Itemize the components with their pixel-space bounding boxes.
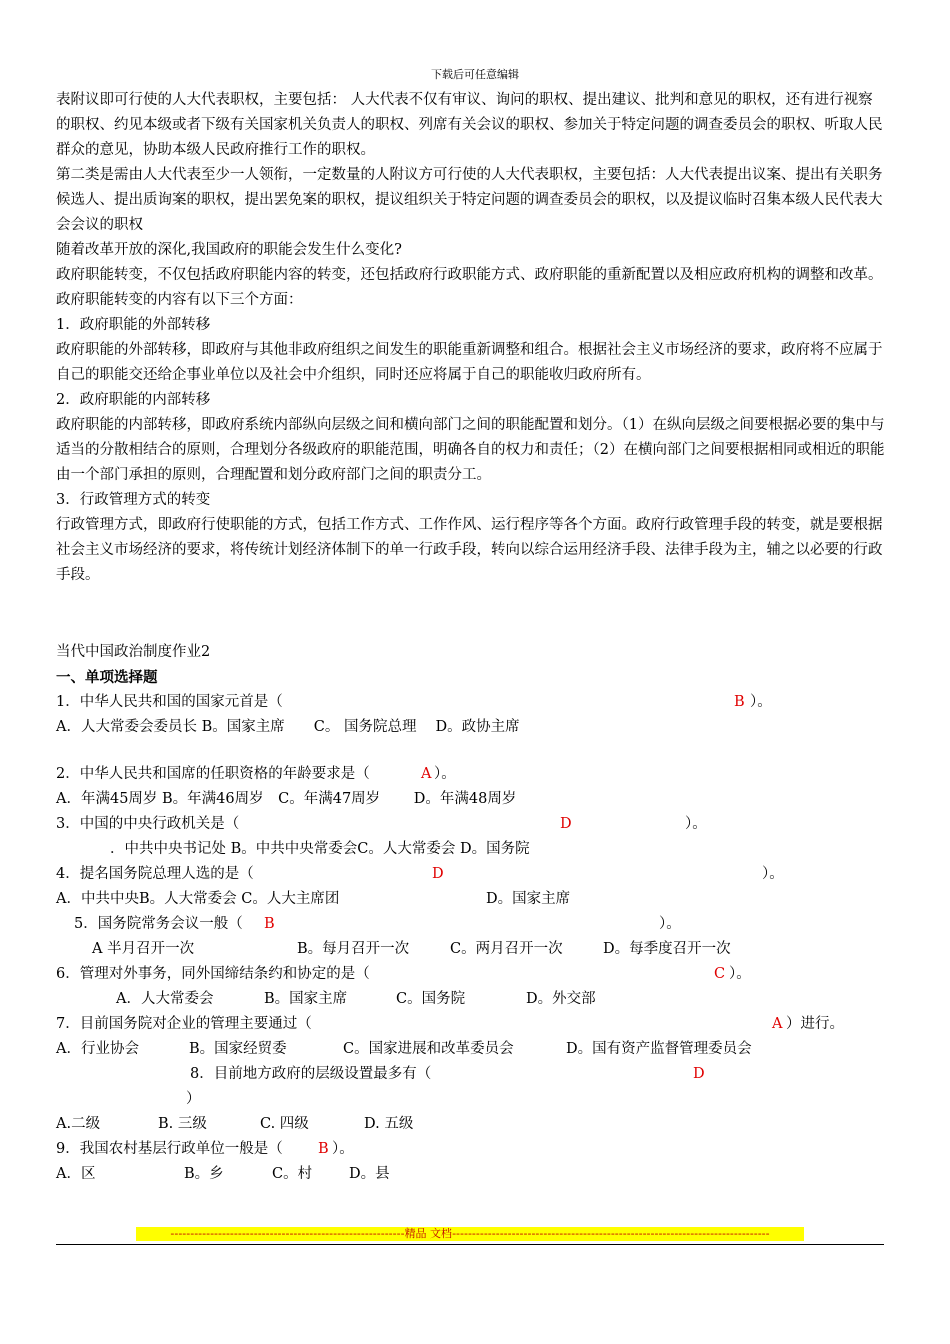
option-a: A.二级 <box>56 1116 101 1132</box>
question-stem: 9．我国农村基层行政单位一般是（ <box>56 1141 283 1157</box>
paragraph: 政府职能的内部转移，即政府系统内部纵向层级之间和横向部门之间的职能配置和划分。（1）在纵向层级之间要根据必要的集中与适当的分散相结合的原则，合理划分各级政府的职能范围，明确各自的权力和责任；（2）在横向部门之间要根据相同或相近的职能由一个部门承担的原则，合理配置和划分政府部门之间的职责分工。 <box>56 417 885 483</box>
answer-mark: D <box>560 816 572 832</box>
option-d: D。县 <box>349 1166 390 1182</box>
question-9 <box>56 1137 886 1162</box>
subheading: 1．政府职能的外部转移 <box>56 317 211 333</box>
question-7 <box>56 1012 886 1037</box>
question-5 <box>56 912 886 937</box>
question-close: ）。 <box>729 966 751 982</box>
subheading: 3．行政管理方式的转变 <box>56 492 211 508</box>
option-b: B。乡 <box>184 1166 224 1182</box>
option-c: C。国务院 <box>396 991 466 1007</box>
footer-rule <box>56 1244 884 1245</box>
question-stem: 1．中华人民共和国的国家元首是（ <box>56 694 283 710</box>
question-close: ）。 <box>434 766 456 782</box>
question-stem: 7．目前国务院对企业的管理主要通过（ <box>56 1016 312 1032</box>
option-d: D. 五级 <box>364 1116 414 1132</box>
question-7-options <box>56 1037 886 1062</box>
option-b: B。每月召开一次 <box>297 941 410 957</box>
answer-mark: A <box>421 766 432 782</box>
question-8 <box>56 1062 886 1087</box>
options-text: A．人大常委会委员长 B。国家主席 C。 国务院总理 D。政协主席 <box>56 719 520 735</box>
question-close: ）。 <box>750 694 772 710</box>
question-heading: 随着改革开放的深化,我国政府的职能会发生什么变化? <box>56 242 402 258</box>
option-a: A．行业协会 <box>56 1041 139 1057</box>
option-d: D。外交部 <box>526 991 596 1007</box>
question-stem: 5．国务院常务会议一般（ <box>74 916 243 932</box>
footer-dashes-right: -------------------------------------------------------------------------------- <box>452 1227 770 1240</box>
options-text: ．中共中央书记处 B。中共中央常委会C。人大常委会 D。国务院 <box>110 841 530 857</box>
option-a: A．人大常委会 <box>116 991 214 1007</box>
footer-band <box>136 1227 804 1241</box>
question-stem: 8．目前地方政府的层级设置最多有（ <box>190 1066 432 1082</box>
footer-dashes-left: ----------------------------------------------------------- <box>170 1227 405 1240</box>
answer-mark: B <box>264 916 275 932</box>
option-b: B。国家经贸委 <box>189 1041 287 1057</box>
answer-mark: B <box>734 694 745 710</box>
question-2 <box>56 762 886 787</box>
question-4-options <box>56 887 886 912</box>
options-text: A．年满45周岁 B。年满46周岁 C。年满47周岁 D。年满48周岁 <box>56 791 517 807</box>
question-close: ） <box>186 1091 201 1107</box>
question-close: ）。 <box>332 1141 354 1157</box>
question-9-options <box>56 1162 886 1187</box>
answer-mark: B <box>318 1141 329 1157</box>
option-d: D。国家主席 <box>486 891 571 907</box>
question-stem: 4．提名国务院总理人选的是（ <box>56 866 254 882</box>
footer-label: 精品 文档 <box>404 1227 453 1240</box>
paragraph: 第二类是需由人大代表至少一人领衔，一定数量的人附议方可行使的人大代表职权，主要包括：人大代表提出议案、提出有关职务候选人、提出质询案的职权，提出罢免案的职权，提议组织关于特定问题的调查委员会的职权，以及提议临时召集本级人民代表大会会议的职权 <box>56 167 883 233</box>
question-stem: 6．管理对外事务，同外国缔结条约和协定的是（ <box>56 966 370 982</box>
question-3-options <box>56 837 886 862</box>
question-stem: 2．中华人民共和国席的任职资格的年龄要求是（ <box>56 766 370 782</box>
option-c: C。村 <box>272 1166 313 1182</box>
assignment-title: 当代中国政治制度作业2 <box>56 644 211 660</box>
option-c: C. 四级 <box>260 1116 309 1132</box>
question-close: ）进行。 <box>786 1016 844 1032</box>
question-close: ）。 <box>762 866 784 882</box>
question-2-options <box>56 787 886 812</box>
question-stem: 3．中国的中央行政机关是（ <box>56 816 240 832</box>
question-6-options <box>56 987 886 1012</box>
answer-mark: D <box>693 1066 705 1082</box>
header-note: 下载后可任意编辑 <box>431 68 519 81</box>
question-close: ）。 <box>659 916 681 932</box>
question-3 <box>56 812 886 837</box>
question-close: ）。 <box>685 816 707 832</box>
question-1-options <box>56 715 886 740</box>
question-8-options <box>56 1112 886 1137</box>
option-d: D。每季度召开一次 <box>603 941 731 957</box>
question-1 <box>56 690 886 715</box>
option-a: A 半月召开一次 <box>92 941 195 957</box>
answer-mark: A <box>772 1016 783 1032</box>
option-b: B。国家主席 <box>264 991 348 1007</box>
option-d: D。国有资产监督管理委员会 <box>566 1041 752 1057</box>
question-8-close-line <box>56 1087 886 1112</box>
question-6 <box>56 962 886 987</box>
option-c: C。国家进展和改革委员会 <box>343 1041 514 1057</box>
options-text: A．中共中央B。人大常委会 C。人大主席团 <box>56 891 340 907</box>
paragraph: 表附议即可行使的人大代表职权，主要包括： 人大代表不仅有审议、询问的职权、提出建议、批判和意见的职权，还有进行视察的职权、约见本级或者下级有关国家机关负责人的职权、列席有关会议的职权、参加关于特定问题的调查委员会的职权、听取人民群众的意见，协助本级人民政府推行工作的职权。 <box>56 92 883 158</box>
subheading: 2．政府职能的内部转移 <box>56 392 211 408</box>
document-body <box>56 88 886 1187</box>
answer-mark: D <box>432 866 444 882</box>
paragraph: 行政管理方式，即政府行使职能的方式，包括工作方式、工作作风、运行程序等各个方面。政府行政管理手段的转变，就是要根据社会主义市场经济的要求，将传统计划经济体制下的单一行政手段，转向以综合运用经济手段、法律手段为主，辅之以必要的行政手段。 <box>56 517 883 583</box>
answer-mark: C <box>714 966 726 982</box>
option-a: A．区 <box>56 1166 96 1182</box>
question-5-options <box>56 937 886 962</box>
section-title: 一、单项选择题 <box>56 669 158 686</box>
paragraph: 政府职能转变，不仅包括政府职能内容的转变，还包括政府行政职能方式、政府职能的重新配置以及相应政府机构的调整和改革。政府职能转变的内容有以下三个方面： <box>56 267 883 308</box>
option-b: B. 三级 <box>158 1116 207 1132</box>
paragraph: 政府职能的外部转移，即政府与其他非政府组织之间发生的职能重新调整和组合。根据社会主义市场经济的要求，政府将不应属于自己的职能交还给企事业单位以及社会中介组织，同时还应将属于自己的职能收归政府所有。 <box>56 342 883 383</box>
option-c: C。两月召开一次 <box>450 941 563 957</box>
question-4 <box>56 862 886 887</box>
